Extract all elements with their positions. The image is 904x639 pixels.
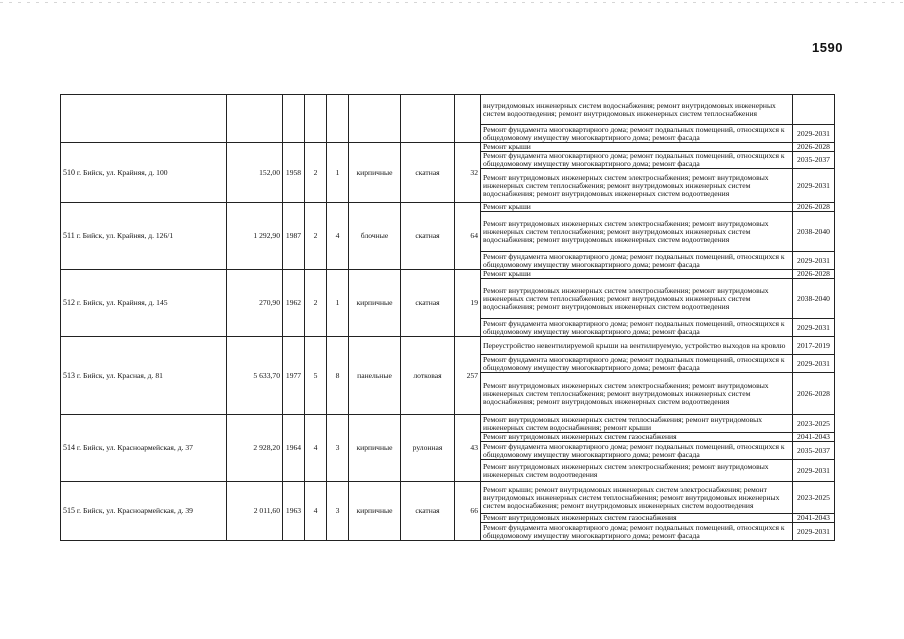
table-row — [61, 95, 835, 125]
table-row — [61, 143, 835, 152]
work-period-cell: 2023-2025 — [793, 482, 835, 514]
work-description-cell: Ремонт фундамента многоквартирного дома; ремонт подвальных помещений, относящихся к общедомовому имуществу многоквартирного дома; ремонт фасада — [481, 523, 793, 541]
roof-type-cell: скатная — [401, 270, 455, 337]
table-row — [61, 415, 835, 433]
address-cell — [61, 482, 227, 541]
work-description-cell: Ремонт крыши — [481, 203, 793, 212]
work-description-cell: Ремонт фундамента многоквартирного дома; ремонт подвальных помещений, относящихся к общедомовому имуществу многоквартирного дома; ремонт фасада — [481, 355, 793, 373]
work-description-cell: Ремонт фундамента многоквартирного дома; ремонт подвальных помещений, относящихся к общедомовому имуществу многоквартирного дома; ремонт фасада — [481, 252, 793, 270]
table-row — [61, 337, 835, 355]
work-period-cell: 2029-2031 — [793, 460, 835, 482]
scan-artifact — [0, 2, 904, 3]
work-period-cell — [793, 95, 835, 125]
entrances-cell: 3 — [327, 415, 349, 482]
apartments-cell: 64 — [455, 203, 481, 270]
work-period-cell: 2035-2037 — [793, 152, 835, 169]
address-text: г. Бийск, ул. Крайняя, д. 100 — [76, 167, 168, 177]
walls-material-cell: блочные — [349, 203, 401, 270]
floors-cell: 4 — [305, 482, 327, 541]
walls-material-cell: кирпичные — [349, 482, 401, 541]
work-period-cell: 2029-2031 — [793, 252, 835, 270]
year-cell: 1987 — [283, 203, 305, 270]
roof-type-cell: лотковая — [401, 337, 455, 415]
row-number: 513 — [63, 370, 75, 380]
table-row — [61, 482, 835, 514]
work-period-cell: 2035-2037 — [793, 442, 835, 460]
year-cell: 1958 — [283, 143, 305, 203]
work-description-cell: Ремонт фундамента многоквартирного дома; ремонт подвальных помещений, относящихся к общедомовому имуществу многоквартирного дома; ремонт фасада — [481, 125, 793, 143]
entrances-cell: 3 — [327, 482, 349, 541]
work-period-cell: 2041-2043 — [793, 433, 835, 442]
apartments-cell: 43 — [455, 415, 481, 482]
work-period-cell: 2026-2028 — [793, 270, 835, 279]
year-cell: 1964 — [283, 415, 305, 482]
row-number: 511 — [63, 231, 75, 240]
work-description-cell: Ремонт внутридомовых инженерных систем теплоснабжения; ремонт внутридомовых инженерных систем водоснабжения; ремонт крыши — [481, 415, 793, 433]
entrances-cell: 4 — [327, 203, 349, 270]
work-description-cell: Ремонт фундамента многоквартирного дома; ремонт подвальных помещений, относящихся к общедомовому имуществу многоквартирного дома; ремонт фасада — [481, 442, 793, 460]
area-cell: 2 928,20 — [227, 415, 283, 482]
row-number: 515 — [63, 506, 75, 515]
capital-repair-table — [60, 94, 835, 541]
area-cell: 2 011,60 — [227, 482, 283, 541]
address-text: г. Бийск, ул. Красноармейская, д. 39 — [76, 506, 193, 515]
work-period-cell: 2029-2031 — [793, 523, 835, 541]
work-description-cell: Ремонт внутридомовых инженерных систем газоснабжения — [481, 433, 793, 442]
walls-material-cell: кирпичные — [349, 415, 401, 482]
address-cell — [61, 95, 227, 143]
year-cell — [283, 95, 305, 143]
floors-cell: 2 — [305, 270, 327, 337]
work-description-cell: внутридомовых инженерных систем водоснабжения; ремонт внутридомовых инженерных систем водоотведения; ремонт внутридомовых инженерных систем теплоснабжения — [481, 95, 793, 125]
work-period-cell: 2038-2040 — [793, 212, 835, 252]
work-period-cell: 2029-2031 — [793, 125, 835, 143]
work-period-cell: 2026-2028 — [793, 203, 835, 212]
page-number: 1590 — [812, 40, 843, 55]
work-period-cell: 2026-2028 — [793, 373, 835, 415]
address-cell — [61, 337, 227, 415]
apartments-cell: 19 — [455, 270, 481, 337]
floors-cell: 4 — [305, 415, 327, 482]
address-cell — [61, 415, 227, 482]
floors-cell: 2 — [305, 203, 327, 270]
work-description-cell: Ремонт крыши — [481, 270, 793, 279]
table-row — [61, 203, 835, 212]
roof-type-cell: скатная — [401, 482, 455, 541]
work-description-cell: Ремонт внутридомовых инженерных систем электроснабжения; ремонт внутридомовых инженерных систем теплоснабжения; ремонт внутридомовых инженерных систем водоснабжения; ремонт внутридомовых инженерных систем водоотведения — [481, 212, 793, 252]
work-description-cell: Ремонт внутридомовых инженерных систем электроснабжения; ремонт внутридомовых инженерных систем водоотведения — [481, 460, 793, 482]
area-cell: 5 633,70 — [227, 337, 283, 415]
work-period-cell: 2029-2031 — [793, 319, 835, 337]
area-cell: 152,00 — [227, 143, 283, 203]
address-text: г. Бийск, ул. Крайняя, д. 126/1 — [76, 231, 174, 240]
work-description-cell: Переустройство невентилируемой крыши на вентилируемую, устройство выходов на кровлю — [481, 337, 793, 355]
work-description-cell: Ремонт крыши — [481, 143, 793, 152]
year-cell: 1963 — [283, 482, 305, 541]
entrances-cell: 1 — [327, 270, 349, 337]
work-description-cell: Ремонт внутридомовых инженерных систем электроснабжения; ремонт внутридомовых инженерных систем теплоснабжения; ремонт внутридомовых инженерных систем водоснабжения; ремонт внутридомовых инженерных систем водоотведения — [481, 279, 793, 319]
area-cell — [227, 95, 283, 143]
work-description-cell: Ремонт крыши; ремонт внутридомовых инженерных систем электроснабжения; ремонт внутридомовых инженерных систем теплоснабжения; ремонт внутридомовых инженерных систем водоснабжения; ремонт внутридомовых инженерных систем водоотведения — [481, 482, 793, 514]
address-cell — [61, 203, 227, 270]
row-number: 512 — [63, 298, 75, 307]
work-period-cell: 2041-2043 — [793, 514, 835, 523]
roof-type-cell — [401, 95, 455, 143]
work-period-cell: 2023-2025 — [793, 415, 835, 433]
walls-material-cell — [349, 95, 401, 143]
floors-cell: 2 — [305, 143, 327, 203]
entrances-cell: 1 — [327, 143, 349, 203]
table-row — [61, 270, 835, 279]
work-description-cell: Ремонт фундамента многоквартирного дома; ремонт подвальных помещений, относящихся к общедомовому имуществу многоквартирного дома; ремонт фасада — [481, 152, 793, 169]
walls-material-cell: кирпичные — [349, 143, 401, 203]
address-text: г. Бийск, ул. Крайняя, д. 145 — [76, 298, 168, 307]
entrances-cell — [327, 95, 349, 143]
floors-cell — [305, 95, 327, 143]
address-cell — [61, 270, 227, 337]
apartments-cell — [455, 95, 481, 143]
year-cell: 1962 — [283, 270, 305, 337]
floors-cell: 5 — [305, 337, 327, 415]
area-cell: 1 292,90 — [227, 203, 283, 270]
address-cell — [61, 143, 227, 203]
work-description-cell: Ремонт внутридомовых инженерных систем электроснабжения; ремонт внутридомовых инженерных систем теплоснабжения; ремонт внутридомовых инженерных систем водоснабжения; ремонт внутридомовых инженерных систем водоотведения — [481, 169, 793, 203]
work-period-cell: 2038-2040 — [793, 279, 835, 319]
row-number: 514 — [63, 443, 75, 452]
entrances-cell: 8 — [327, 337, 349, 415]
apartments-cell: 32 — [455, 143, 481, 203]
apartments-cell: 66 — [455, 482, 481, 541]
work-description-cell: Ремонт внутридомовых инженерных систем газоснабжения — [481, 514, 793, 523]
work-description-cell: Ремонт фундамента многоквартирного дома; ремонт подвальных помещений, относящихся к общедомовому имуществу многоквартирного дома; ремонт фасада — [481, 319, 793, 337]
work-period-cell: 2026-2028 — [793, 143, 835, 152]
area-cell: 270,90 — [227, 270, 283, 337]
work-period-cell: 2029-2031 — [793, 355, 835, 373]
roof-type-cell: скатная — [401, 203, 455, 270]
year-cell: 1977 — [283, 337, 305, 415]
row-number: 510 — [63, 167, 75, 177]
walls-material-cell: кирпичные — [349, 270, 401, 337]
walls-material-cell: панельные — [349, 337, 401, 415]
apartments-cell: 257 — [455, 337, 481, 415]
roof-type-cell: рулонная — [401, 415, 455, 482]
work-description-cell: Ремонт внутридомовых инженерных систем электроснабжения; ремонт внутридомовых инженерных систем теплоснабжения; ремонт внутридомовых инженерных систем водоснабжения; ремонт внутридомовых инженерных систем водоотведения — [481, 373, 793, 415]
work-period-cell: 2029-2031 — [793, 169, 835, 203]
address-text: г. Бийск, ул. Красная, д. 81 — [76, 370, 163, 380]
address-text: г. Бийск, ул. Красноармейская, д. 37 — [76, 443, 193, 452]
work-period-cell: 2017-2019 — [793, 337, 835, 355]
roof-type-cell: скатная — [401, 143, 455, 203]
